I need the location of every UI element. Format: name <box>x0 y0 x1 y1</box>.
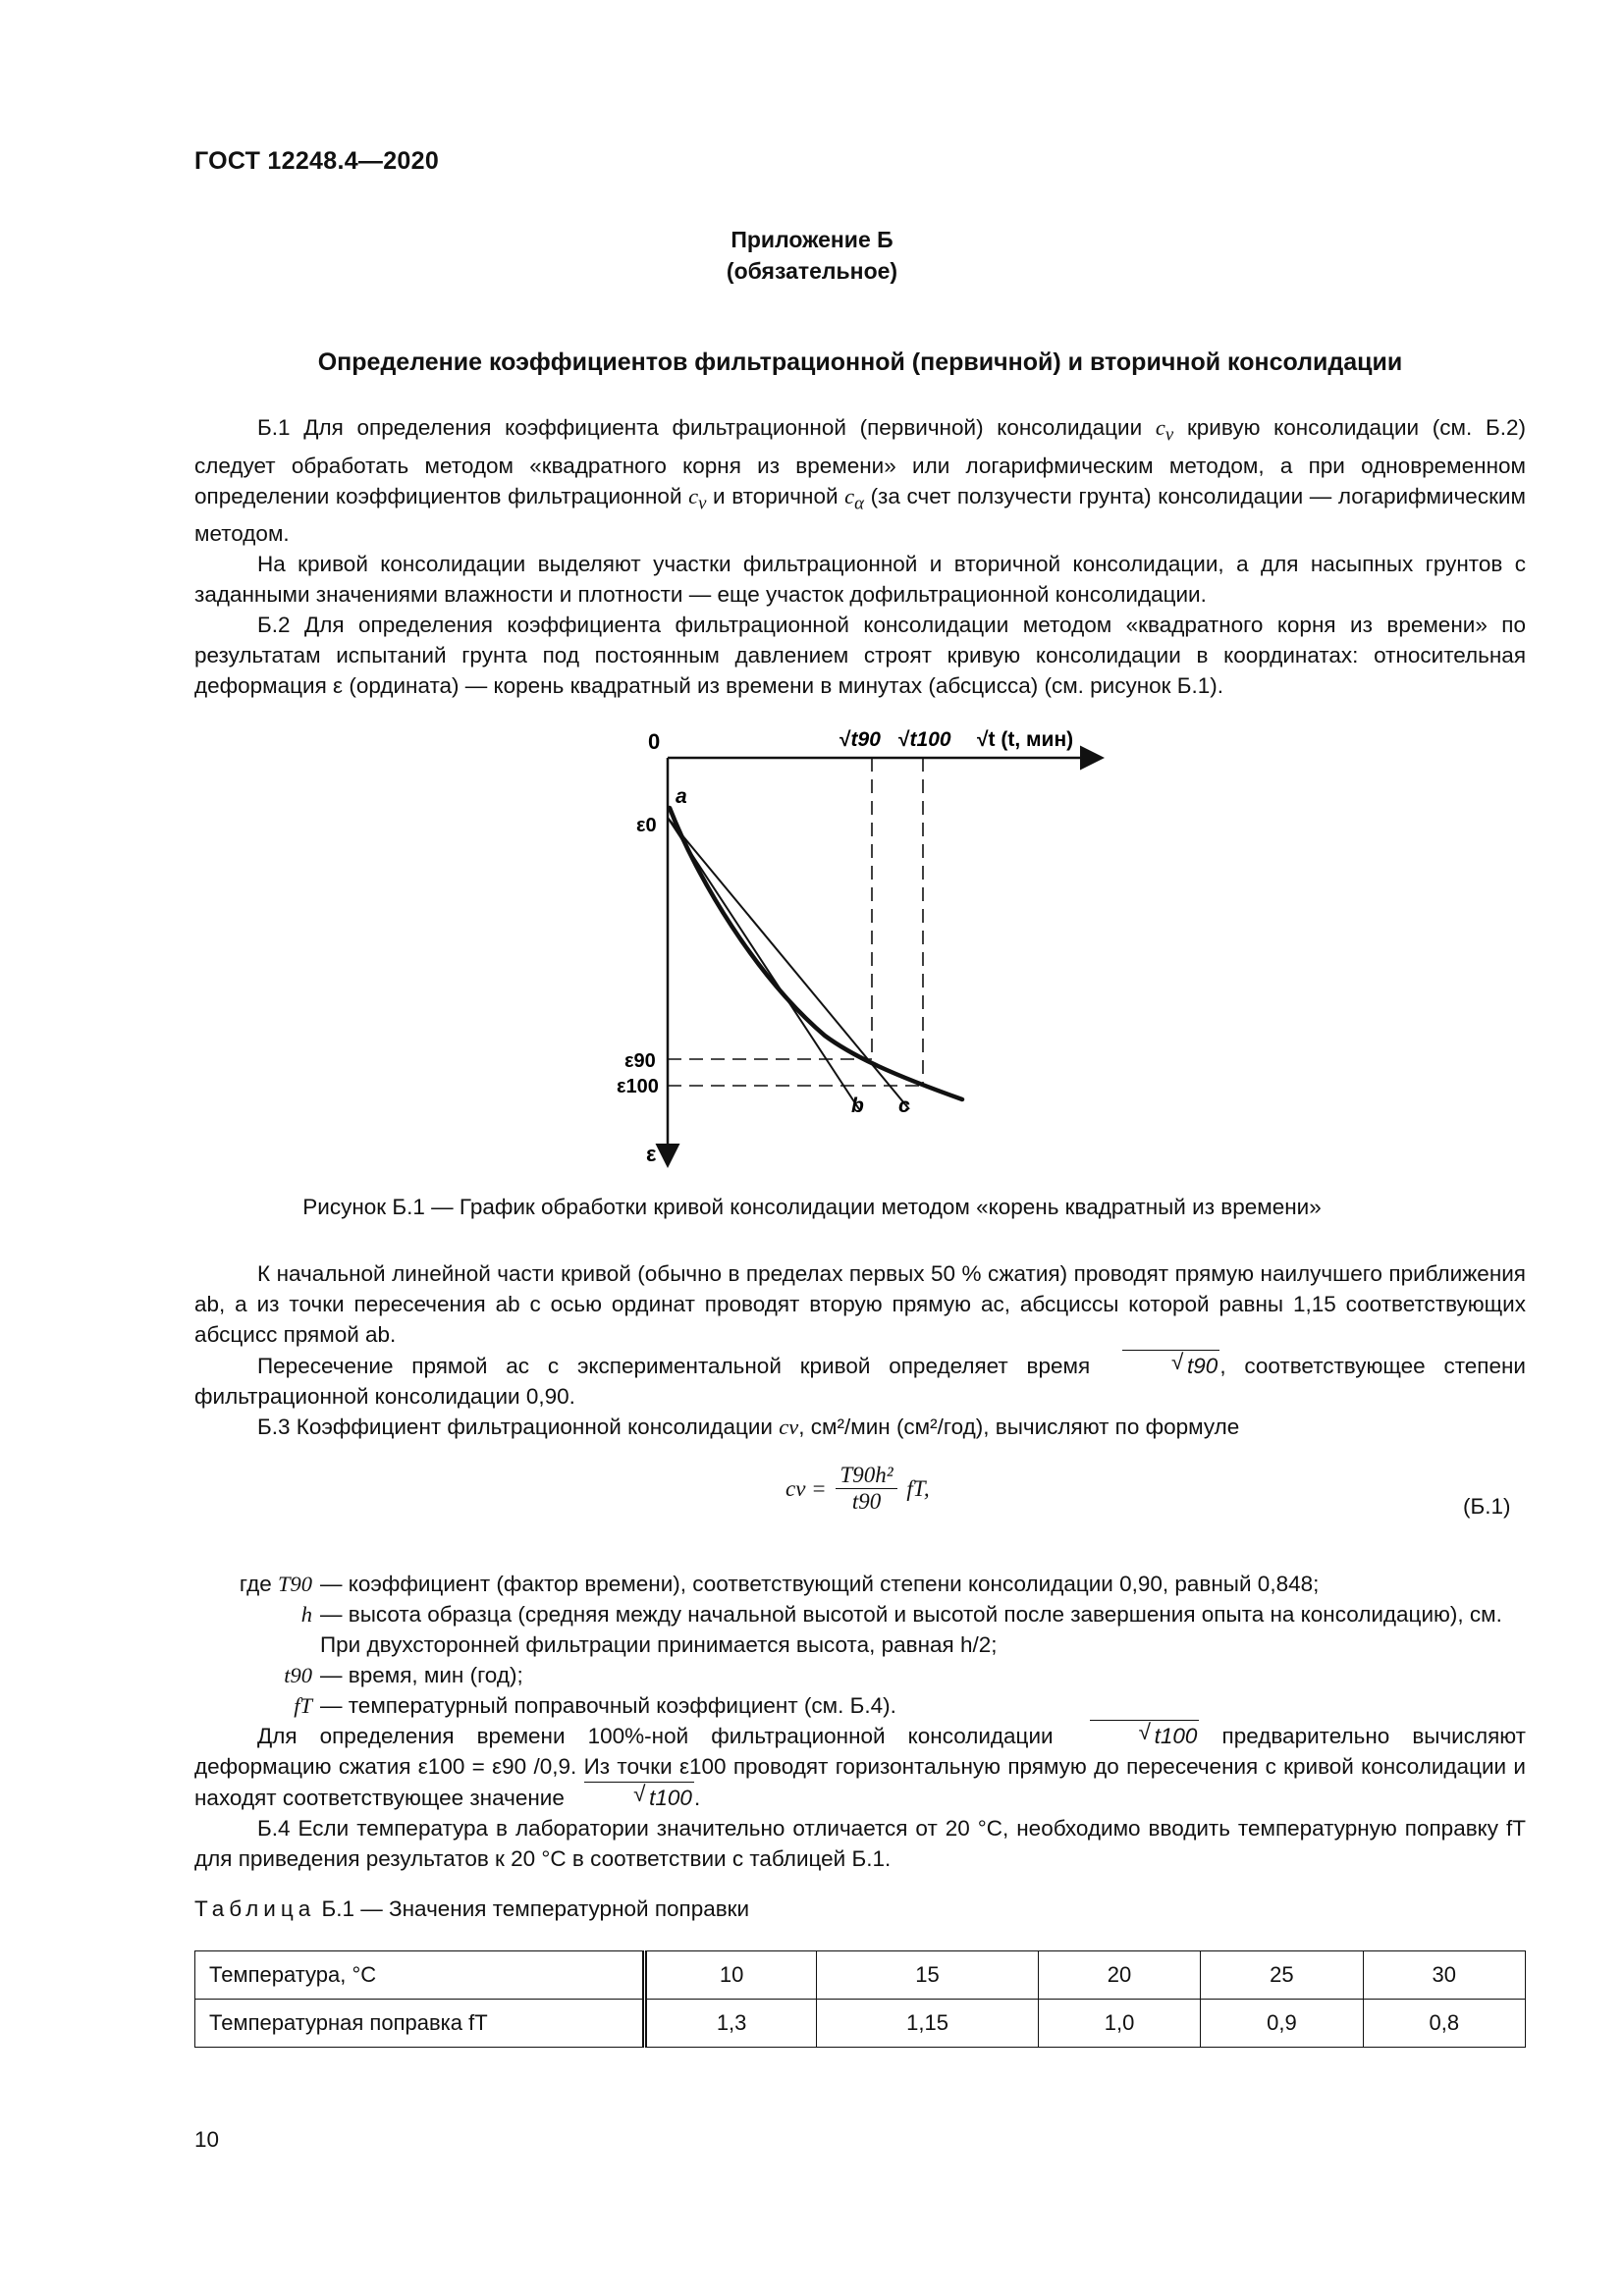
method-text <box>194 1258 1526 1442</box>
table-cell: 10 <box>645 1951 817 2000</box>
appendix-subtitle: (обязательное) <box>726 258 898 284</box>
section-title: Определение коэффициентов фильтрационной (первичной) и вторичной консолидации <box>317 348 1403 376</box>
table-cell: 0,8 <box>1363 2000 1525 2048</box>
table-row-label: Температура, °С <box>195 1951 645 2000</box>
paragraph-ab-ac: К начальной линейной части кривой (обычно в пределах первых 50 % сжатия) проводят прямую наилучшего приближения ab, а из точки пересечения ab с осью ординат проводят вторую прямую ac, абсциссы которой равны 1,15 соответствующих абсцисс прямой ab. <box>194 1261 1526 1347</box>
paragraph-b1: Б.1 Для определения коэффициента фильтрационной (первичной) консолидации $c_v$ кривую консолидации (см. Б.2) следует обработать методом «квадратного корня из времени» или логарифмическим методом, а при одновременном определении коэффициентов фильтрационной $c_v$ и вторичной $c_\alpha$ (за счет ползучести грунта) консолидации — логарифмическим методом. <box>194 415 1526 546</box>
table-title: Таблица Б.1 — Значения температурной поправки <box>194 1896 750 1921</box>
standard-header: ГОСТ 12248.4—2020 <box>194 147 440 175</box>
point-c-label: c <box>898 1095 910 1117</box>
table-row <box>195 2000 1526 2048</box>
sqrt-t100-label: √t100 <box>898 728 951 751</box>
sqrt-t-axis-label: √t (t, мин) <box>977 728 1074 751</box>
variable-row: t90 — время, мин (год); <box>284 1663 523 1687</box>
variables-list <box>194 1569 1526 1721</box>
table-cell: 0,9 <box>1201 2000 1363 2048</box>
e100-label: ε100 <box>617 1076 659 1097</box>
appendix-title: Приложение Б <box>731 227 893 252</box>
formula-number: (Б.1) <box>1463 1494 1511 1519</box>
consolidation-curve <box>670 808 962 1099</box>
variable-row: где T90 — коэффициент (фактор времени), соответствующий степени консолидации 0,90, равный 0,848; <box>239 1572 1320 1596</box>
table-row <box>195 1951 1526 2000</box>
table-row-label: Температурная поправка fT <box>195 2000 645 2048</box>
closing-text <box>194 1720 1526 1874</box>
table-cell: 20 <box>1038 1951 1200 2000</box>
e90-label: ε90 <box>624 1050 656 1072</box>
paragraph-zones: На кривой консолидации выделяют участки фильтрационной и вторичной консолидации, а для насыпных грунтов с заданными значениями влажности и плотности — еще участок дофильтрационной консолидации. <box>194 552 1526 607</box>
formula-b1: cv = $\frac{\text{T90h²}}{t90}$ fT, <box>785 1463 930 1514</box>
paragraph-intersection: Пересечение прямой ac с экспериментальной кривой определяет время √ t90, соответствующее степени фильтрационной консолидации 0,90. <box>194 1350 1526 1412</box>
table-cell: 15 <box>817 1951 1039 2000</box>
variable-row: fT — температурный поправочный коэффициент (см. Б.4). <box>294 1693 896 1718</box>
point-b-label: b <box>851 1095 864 1117</box>
origin-label: 0 <box>648 729 661 754</box>
paragraph-b4: Б.4 Если температура в лаборатории значительно отличается от 20 °С, необходимо вводить температурную поправку fT для приведения результатов к 20 °С в соответствии с таблицей Б.1. <box>194 1816 1526 1871</box>
line-ab <box>668 818 859 1109</box>
page-number: 10 <box>194 2127 220 2152</box>
consolidation-figure <box>599 712 1110 1173</box>
appendix-heading <box>0 224 1624 287</box>
e0-label: ε0 <box>636 815 657 836</box>
y-axis-label: ε <box>646 1142 657 1166</box>
table-cell: 1,15 <box>817 2000 1039 2048</box>
paragraph-t100: Для определения времени 100%-ной фильтрационной консолидации √ t100 предварительно вычисляют деформацию сжатия ε100 = ε90 /0,9. Из точки ε100 проводят горизонтальную прямую до пересечения с кривой консолидации и находят соответствующее значение √ t100. <box>194 1720 1526 1813</box>
figure-caption: Рисунок Б.1 — График обработки кривой консолидации методом «корень квадратный из времени» <box>302 1195 1322 1219</box>
table-cell: 30 <box>1363 1951 1525 2000</box>
paragraph-b2: Б.2 Для определения коэффициента фильтрационной консолидации методом «квадратного корня из времени» по результатам испытаний грунта под постоянным давлением строят кривую консолидации в координатах: относительная деформация ε (ордината) — корень квадратный из времени в минутах (абсцисса) (см. рисунок Б.1). <box>194 613 1526 698</box>
point-a-label: a <box>676 785 687 808</box>
sqrt-t90-label: √t90 <box>839 728 881 751</box>
intro-text <box>194 412 1526 701</box>
variable-row: h — высота образца (средняя между начальной высотой и высотой после завершения опыта на консолидацию), см. При двухсторонней фильтрации принимается высота, равная h/2; <box>300 1602 1502 1657</box>
temperature-table <box>194 1950 1526 2048</box>
table-cell: 1,0 <box>1038 2000 1200 2048</box>
table-cell: 1,3 <box>645 2000 817 2048</box>
table-cell: 25 <box>1201 1951 1363 2000</box>
paragraph-b3: Б.3 Коэффициент фильтрационной консолидации cv, см²/мин (см²/год), вычисляют по формуле <box>257 1415 1240 1439</box>
